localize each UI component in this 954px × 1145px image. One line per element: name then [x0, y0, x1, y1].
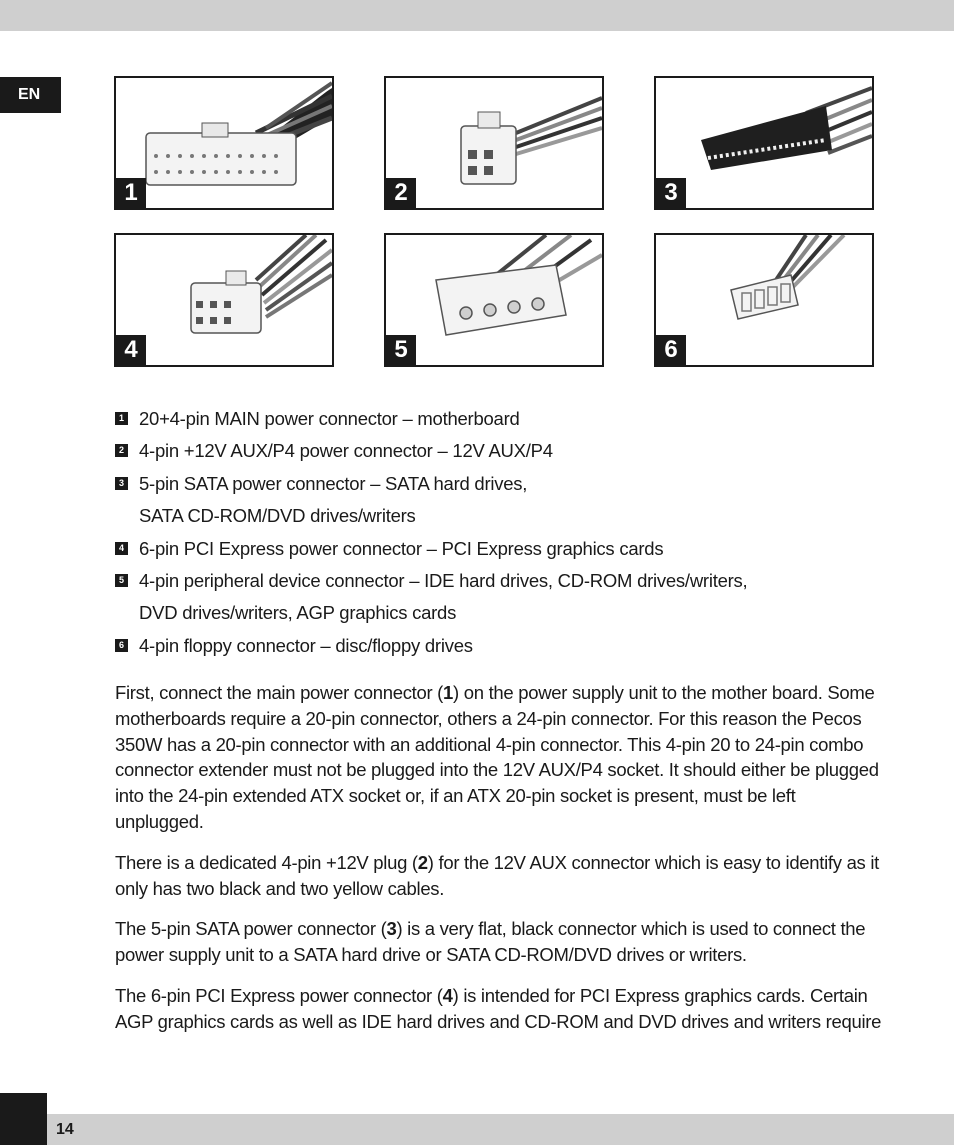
body-text — [115, 680, 885, 1050]
reference-number: 2 — [417, 851, 428, 873]
aux-connector-illustration — [386, 78, 602, 208]
legend-text: 20+4-pin MAIN power connector – motherboard — [139, 408, 520, 429]
legend-text: 4-pin peripheral device connector – IDE hard drives, CD-ROM drives/writers, — [139, 570, 748, 592]
legend-text: 5-pin SATA power connector – SATA hard drives, — [139, 472, 528, 494]
connector-image-6 — [654, 233, 874, 367]
connector-image-3 — [654, 76, 874, 210]
connector-image-2 — [384, 76, 604, 210]
legend-item — [115, 533, 875, 565]
legend-badge: 1 — [115, 412, 128, 425]
legend-text: 4-pin floppy connector – disc/floppy drives — [139, 634, 473, 656]
peripheral-connector-illustration — [386, 235, 602, 365]
reference-number: 4 — [442, 984, 453, 1006]
legend-badge: 6 — [115, 639, 128, 652]
legend-badge: 3 — [115, 477, 128, 490]
pcie-connector-illustration — [116, 235, 332, 365]
legend-badge: 2 — [115, 444, 128, 457]
sata-connector-illustration — [656, 78, 872, 208]
legend-item — [115, 435, 875, 467]
reference-number: 3 — [386, 918, 397, 940]
footer-bar — [0, 1114, 954, 1145]
legend-text-continued: SATA CD-ROM/DVD drives/writers — [139, 505, 416, 527]
connector-image-5 — [384, 233, 604, 367]
legend-badge: 4 — [115, 542, 128, 555]
top-bar — [0, 0, 954, 31]
panel-number: 6 — [656, 335, 686, 365]
connector-legend — [115, 403, 875, 662]
connector-image-4 — [114, 233, 334, 367]
floppy-connector-illustration — [656, 235, 872, 365]
connector-image-1 — [114, 76, 334, 210]
footer-block — [0, 1093, 47, 1145]
panel-number: 5 — [386, 335, 416, 365]
panel-number: 1 — [116, 178, 146, 208]
paragraph: There is a dedicated 4-pin +12V plug (2) for the 12V AUX connector which is easy to identify as it only has two black and two yellow cables. — [115, 851, 879, 899]
panel-number: 3 — [656, 178, 686, 208]
paragraph: The 5-pin SATA power connector (3) is a very flat, black connector which is used to connect the power supply unit to a SATA hard drive or SATA CD-ROM/DVD drives or writers. — [115, 918, 866, 966]
legend-text: 6-pin PCI Express power connector – PCI Express graphics cards — [139, 537, 664, 559]
page-number: 14 — [56, 1121, 74, 1138]
legend-text-continued: DVD drives/writers, AGP graphics cards — [139, 602, 457, 624]
paragraph: First, connect the main power connector (1) on the power supply unit to the mother board. Some motherboards require a 20-pin connector, others a 24-pin connector. For this reason the Pecos 350W has a 20-pin connector with an additional 4-pin connector. This 4-pin 20 to 24-pin combo connector extender must not be plugged into the 12V AUX/P4 socket. It should either be plugged into the 24-pin extended ATX socket or, if an ATX 20-pin socket is present, must be left unplugged. — [115, 682, 879, 832]
reference-number: 1 — [443, 682, 454, 703]
language-tab: EN — [0, 77, 61, 113]
main-connector-illustration — [116, 78, 332, 208]
legend-item — [115, 403, 875, 435]
legend-item — [115, 468, 875, 533]
panel-number: 4 — [116, 335, 146, 365]
legend-item — [115, 630, 875, 662]
legend-badge: 5 — [115, 574, 128, 587]
legend-text: 4-pin +12V AUX/P4 power connector – 12V AUX/P4 — [139, 440, 553, 462]
legend-item — [115, 565, 875, 630]
paragraph: The 6-pin PCI Express power connector (4) is intended for PCI Express graphics cards. Certain AGP graphics cards as well as IDE hard drives and CD-ROM and DVD drives and writers require — [115, 984, 882, 1032]
panel-number: 2 — [386, 178, 416, 208]
